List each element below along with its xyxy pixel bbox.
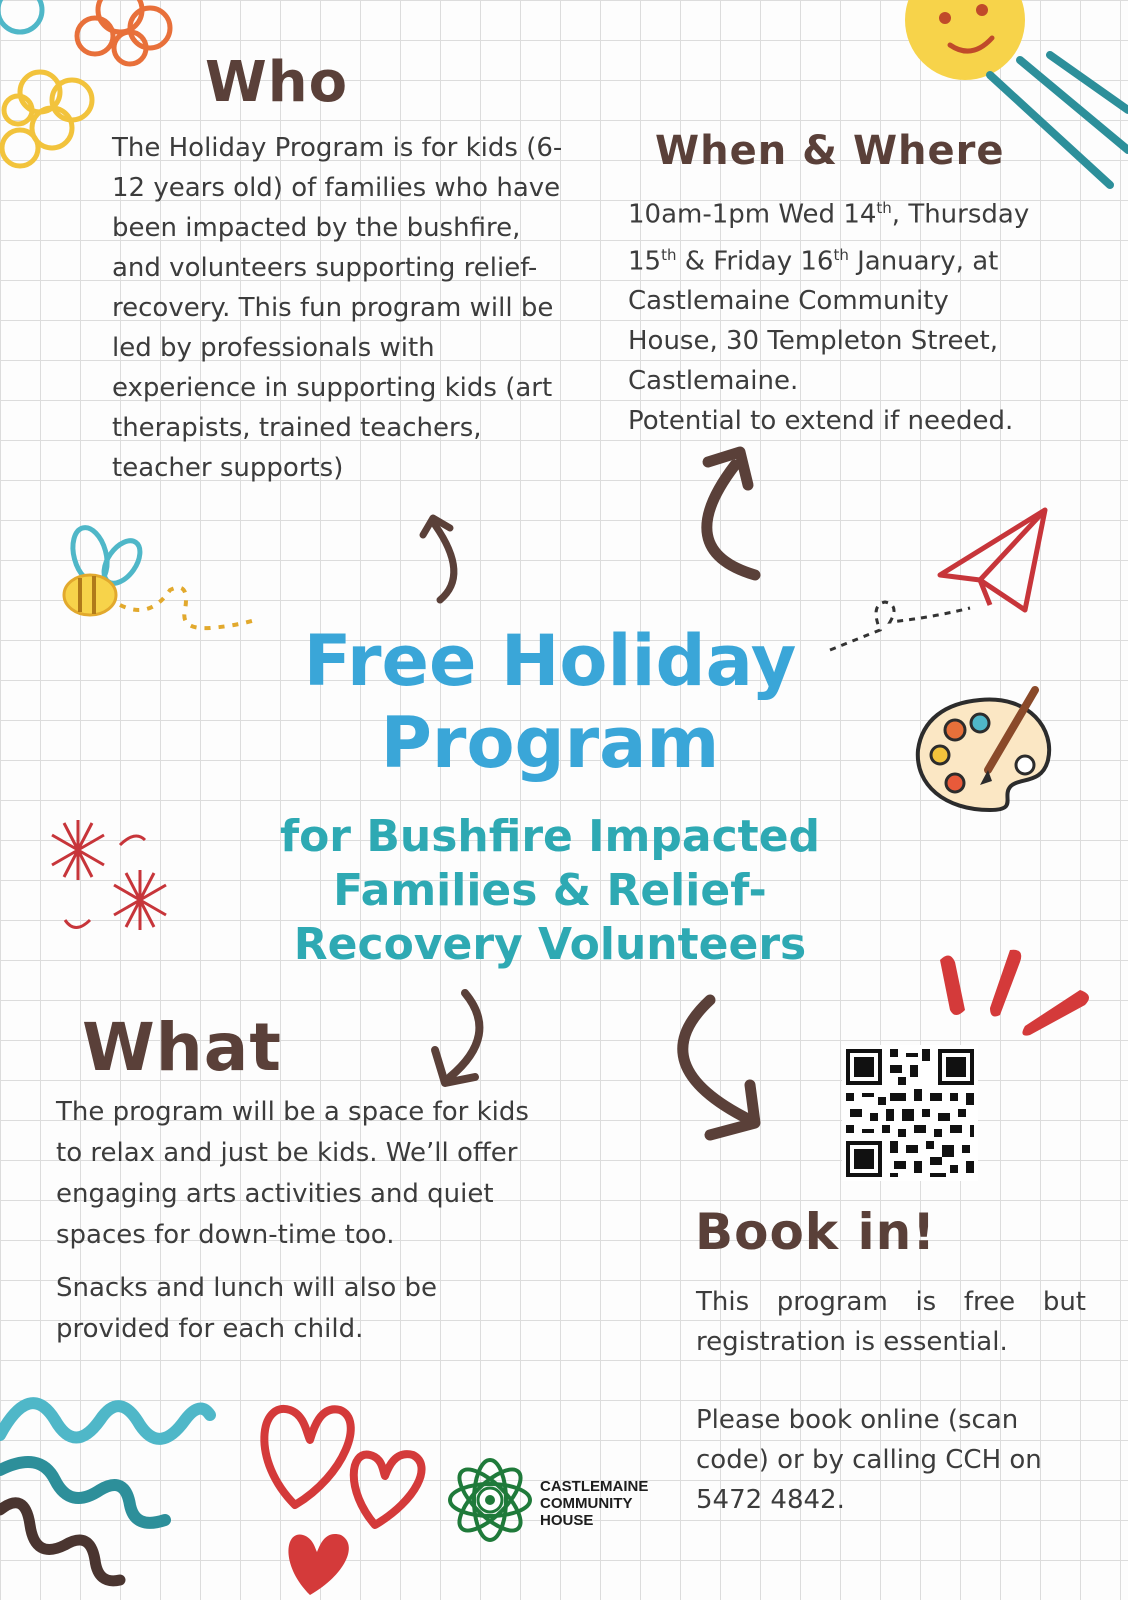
when-line-1: 10am-1pm Wed 14th, Thursday — [628, 199, 1030, 230]
where-line-5: Castlemaine. — [628, 366, 799, 397]
arrow-up-right-icon — [680, 440, 790, 590]
arrow-down-left-icon — [420, 985, 510, 1105]
subtitle-line-1: for Bushfire Impacted — [279, 811, 821, 862]
book-paragraph-1: This program is free but registration is essential. — [696, 1287, 1086, 1357]
title-line-1: Free Holiday — [303, 620, 797, 702]
when-where-details — [628, 188, 1088, 441]
arrow-down-right-icon — [655, 985, 785, 1155]
hearts-icon — [255, 1380, 435, 1600]
subtitle-line-3: Recovery Volunteers — [293, 919, 807, 970]
title-line-2: Program — [380, 702, 720, 784]
when-line-2: 15th & Friday 16th January, at — [628, 245, 999, 277]
paint-palette-icon — [910, 685, 1060, 815]
when-where-heading: When & Where — [655, 128, 1005, 174]
who-description: The Holiday Program is for kids (6- 12 years old) of families who have been impacted by the bushfire, and volunteers supporting relief-recovery. This fun program will be led by professionals with experience in supporting kids (art therapists, trained teachers, teacher supports) — [112, 133, 563, 483]
where-line-4: House, 30 Templeton Street, — [628, 326, 998, 357]
red-flowers-icon — [40, 815, 190, 945]
where-line-3: Castlemaine Community — [628, 286, 949, 317]
what-paragraph-2: Snacks and lunch will also be provided for each child. — [56, 1273, 438, 1344]
logo-line-3: HOUSE — [540, 1512, 594, 1529]
logo-wordmark — [540, 1478, 648, 1529]
extend-note: Potential to extend if needed. — [628, 406, 1014, 437]
arrow-up-left-icon — [415, 510, 485, 610]
castlemaine-community-house-logo-icon — [445, 1455, 535, 1545]
subtitle-line-2: Families & Relief- — [333, 865, 767, 916]
book-in-heading: Book in! — [695, 1203, 937, 1261]
red-burst-icon — [920, 950, 1100, 1050]
logo-line-1: CASTLEMAINE — [540, 1478, 649, 1495]
what-paragraph-1: The program will be a space for kids to relax and just be kids. We’ll offer engaging arts activities and quiet spaces for down-time too. — [56, 1097, 529, 1250]
what-heading: What — [82, 1009, 282, 1086]
squiggles-bottom-left-icon — [0, 1380, 230, 1600]
logo-line-2: COMMUNITY — [540, 1495, 633, 1512]
main-title — [250, 620, 850, 784]
bee-icon — [60, 520, 260, 650]
qr-code[interactable] — [842, 1045, 978, 1181]
paper-plane-icon — [830, 510, 1060, 660]
subtitle — [230, 810, 870, 972]
book-paragraph-2: Please book online (scan code) or by calling CCH on 5472 4842. — [696, 1405, 1042, 1515]
who-heading: Who — [205, 50, 349, 115]
